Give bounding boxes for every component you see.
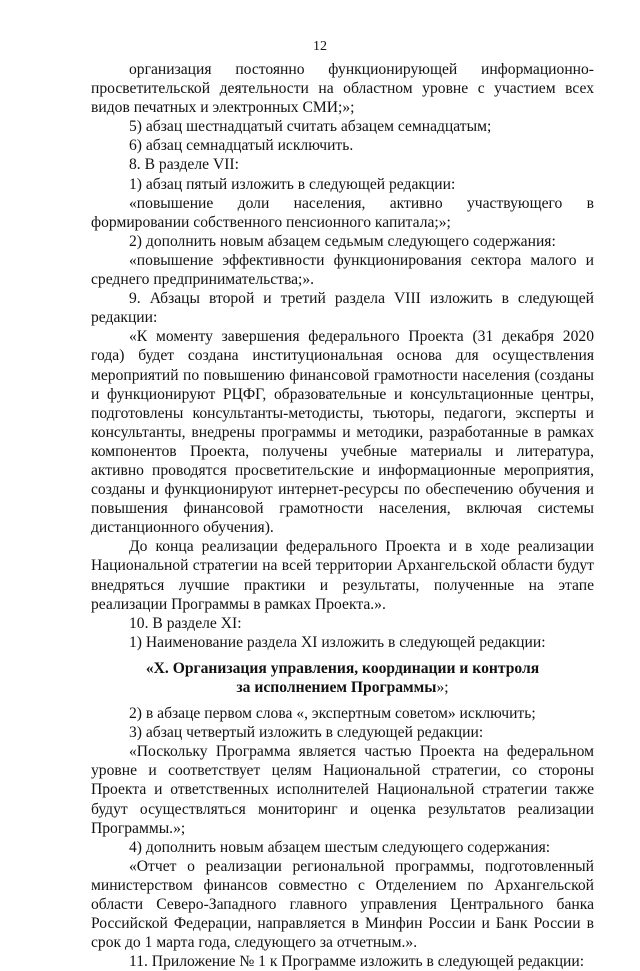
paragraph: организация постоянно функционирующей информационно-просветительской деятельности на областном уровне с участием всех видов печатных и электронных СМИ;»; <box>91 61 594 117</box>
paragraph: «Поскольку Программа является частью Проекта на федеральном уровне и соответствует целям Национальной стратегии, со стороны Проекта и ответственных исполнителей Национальной стратегии также будут осуществляться мониторинг и оценка результатов реализации Программы.»; <box>91 743 594 837</box>
document-body <box>91 60 594 971</box>
paragraph: «К моменту завершения федерального Проекта (31 декабря 2020 года) будет создана институциональная основа для осуществления мероприятий по повышению финансовой грамотности населения (созданы и функционируют РЦФГ, образовательные и консультационные центры, подготовлены консультанты-методисты, тьюторы, педагоги, эксперты и консультанты, внедрены программы и методики, разработанные в рамках компонентов Проекта, получены учебные материалы и литература, активно проводятся просветительские и информационные мероприятия, созданы и функционируют интернет-ресурсы по обеспечению обучения и повышения финансовой грамотности населения, включая системы дистанционного обучения). <box>91 328 594 537</box>
paragraph: 9. Абзацы второй и третий раздела VIII изложить в следующей редакции: <box>91 290 594 327</box>
paragraph: 8. В разделе VII: <box>129 156 239 174</box>
page-number: 12 <box>313 39 327 54</box>
paragraph: До конца реализации федерального Проекта и в ходе реализации Национальной стратегии на всей территории Архангельской области будут внедряться лучшие практики и результаты, полученные на этапе реализации Программы в рамках Проекта.». <box>91 538 594 613</box>
paragraph: 1) абзац пятый изложить в следующей редакции: <box>129 175 456 193</box>
section-heading <box>91 659 594 697</box>
paragraph: 4) дополнить новым абзацем шестым следующего содержания: <box>129 838 551 856</box>
paragraph: 1) Наименование раздела XI изложить в следующей редакции: <box>129 633 546 651</box>
section-heading-line-1: «X. Организация управления, координации и контроля <box>145 659 540 677</box>
paragraph: 5) абзац шестнадцатый считать абзацем семнадцатым; <box>129 118 492 136</box>
section-heading-line-2-bold: за исполнением Программы <box>236 679 437 696</box>
section-heading-line-2-tail: »; <box>436 679 449 696</box>
paragraph-group-amendments <box>91 60 594 652</box>
paragraph: 10. В разделе XI: <box>129 614 242 632</box>
paragraph: 6) абзац семнадцатый исключить. <box>129 137 354 155</box>
paragraph: 2) дополнить новым абзацем седьмым следующего содержания: <box>129 232 556 250</box>
paragraph-group-section-xi <box>91 704 594 971</box>
section-heading-line-2 <box>91 678 594 697</box>
paragraph: 3) абзац четвертый изложить в следующей редакции: <box>129 724 484 742</box>
paragraph: 2) в абзаце первом слова «, экспертным советом» исключить; <box>129 705 536 723</box>
paragraph: 11. Приложение № 1 к Программе изложить в следующей редакции: <box>129 953 585 971</box>
paragraph: «повышение доли населения, активно участвующего в формировании собственного пенсионного капитала;»; <box>91 194 594 231</box>
paragraph: «повышение эффективности функционирования сектора малого и среднего предпринимательства;». <box>91 251 594 289</box>
paragraph: «Отчет о реализации региональной программы, подготовленный министерством финансов совместно с Отделением по Архангельской области Северо-Западного главного управления Центрального банка Российской Федерации, направляется в Минфин России и Банк России в срок до 1 марта года, следующего за отчетным.». <box>91 857 594 952</box>
